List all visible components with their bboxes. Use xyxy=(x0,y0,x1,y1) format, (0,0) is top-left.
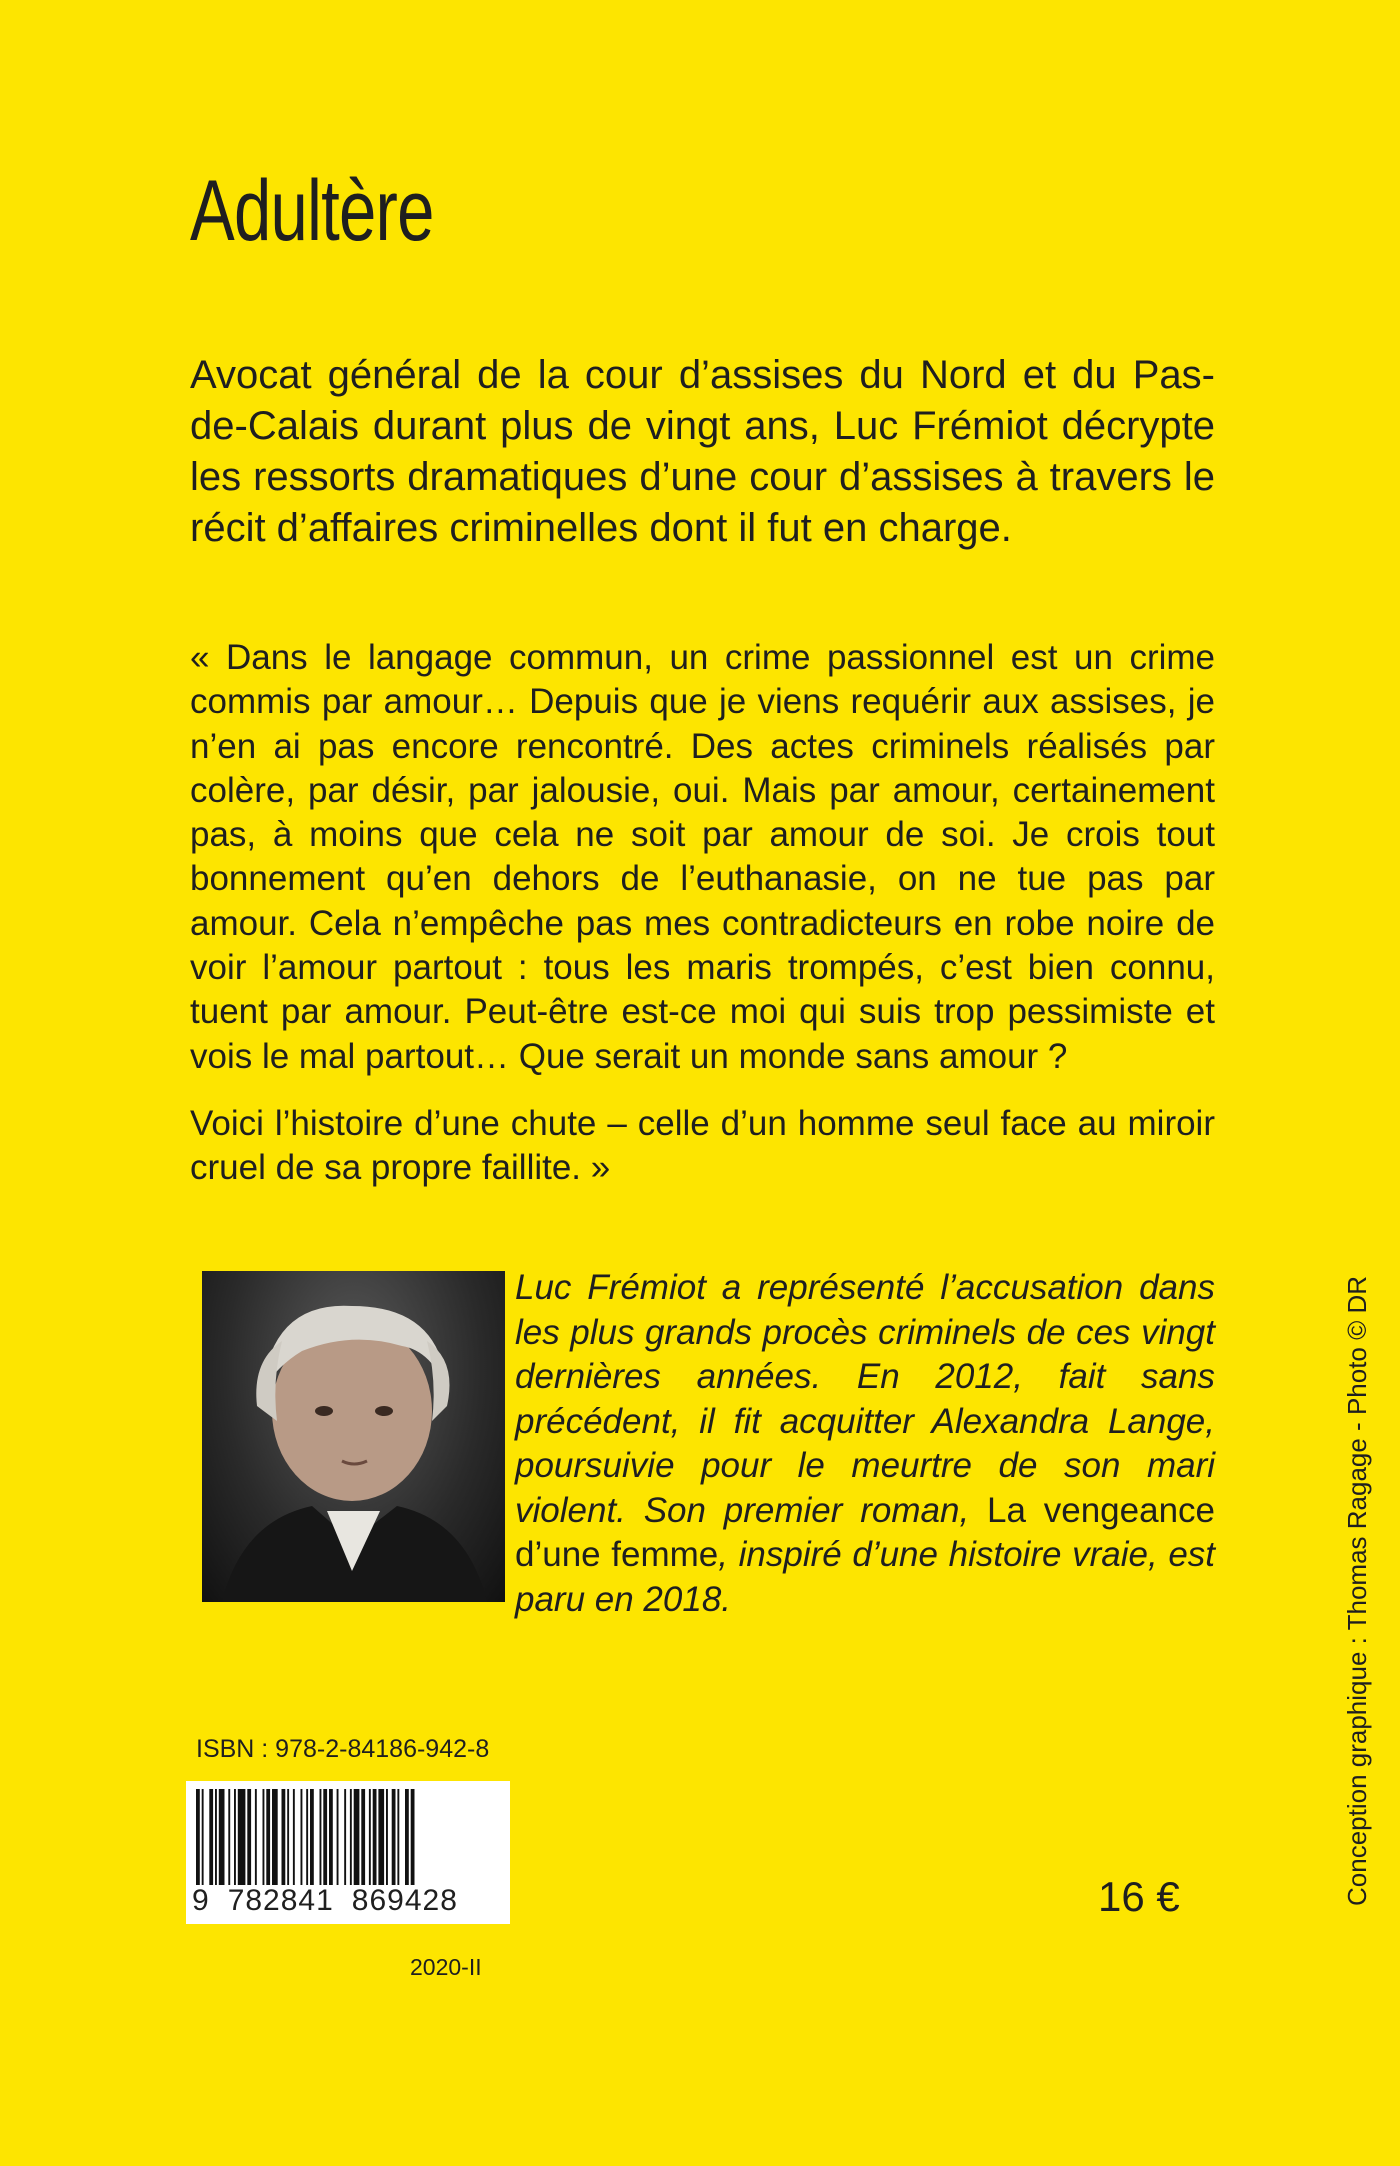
barcode-bar xyxy=(411,1789,415,1885)
barcode-bar xyxy=(196,1789,200,1885)
barcode-bar xyxy=(219,1789,225,1885)
author-photo-illustration xyxy=(202,1271,505,1602)
author-bio-part2: , inspiré d’une histoire vraie, est paru en 2018. xyxy=(515,1535,1216,1619)
barcode-bar xyxy=(405,1789,409,1885)
barcode xyxy=(186,1781,510,1924)
barcode-digit-lead: 9 xyxy=(192,1884,210,1917)
barcode-bar xyxy=(337,1789,339,1885)
barcode-digit-group2: 869428 xyxy=(351,1884,458,1917)
barcode-bar xyxy=(238,1789,246,1885)
barcode-bar xyxy=(215,1789,217,1885)
barcode-bar xyxy=(361,1789,365,1885)
author-portrait xyxy=(202,1271,505,1602)
barcode-bar xyxy=(306,1789,308,1885)
barcode-bars xyxy=(196,1789,500,1885)
barcode-bar xyxy=(392,1789,396,1885)
barcode-bar xyxy=(378,1789,384,1885)
barcode-digit-group1: 782841 xyxy=(227,1884,334,1917)
barcode-bar xyxy=(255,1789,257,1885)
author-bio-part1: Luc Frémiot a représenté l’accusation dans les plus grands procès criminels de ces vingt dernières années. En 2012, fait sans précédent, il fit acquitter Alexandra Lange, poursuivie pour le meurtre de son mari violent. Son premier roman, xyxy=(515,1268,1215,1530)
edition-code: 2020-II xyxy=(410,1954,482,1980)
barcode-digits xyxy=(192,1884,506,1918)
barcode-bar xyxy=(263,1789,265,1885)
barcode-bar xyxy=(266,1789,270,1885)
barcode-bar xyxy=(234,1789,236,1885)
barcode-bar xyxy=(209,1789,213,1885)
design-credit: Conception graphique : Thomas Ragage - Photo © DR xyxy=(1342,1275,1372,1906)
barcode-bar xyxy=(329,1789,333,1885)
novel-title: La vengeance d’une femme xyxy=(515,1490,1215,1574)
barcode-bar xyxy=(272,1789,278,1885)
closing-paragraph: Voici l’histoire d’une chute – celle d’un homme seul face au miroir cruel de sa propre faillite. » xyxy=(190,1104,1215,1188)
barcode-bar xyxy=(320,1789,322,1885)
barcode-bar xyxy=(247,1789,251,1885)
barcode-bar xyxy=(301,1789,303,1885)
isbn-label: ISBN : 978-2-84186-942-8 xyxy=(196,1735,490,1763)
barcode-bar xyxy=(310,1789,314,1885)
barcode-bar xyxy=(228,1789,230,1885)
barcode-bar xyxy=(354,1789,360,1885)
intro-paragraph: Avocat général de la cour d’assises du Nord et du Pas-de-Calais durant plus de vingt ans, Luc Frémiot décrypte les ressorts dramatiques d’une cour d’assises à travers le récit d’affaires criminelles dont il fut en charge. xyxy=(190,353,1215,550)
barcode-bar xyxy=(344,1789,346,1885)
barcode-bar xyxy=(373,1789,377,1885)
barcode-bar xyxy=(293,1789,295,1885)
author-bio xyxy=(515,1266,1215,1622)
book-title: Adultère xyxy=(190,163,434,259)
barcode-bar xyxy=(397,1789,399,1885)
quote-paragraph: « Dans le langage commun, un crime passionnel est un crime commis par amour… Depuis que je viens requérir aux assises, je n’en ai pas encore rencontré. Des actes criminels réalisés par colère, par désir, par jalousie, oui. Mais par amour, certainement pas, à moins que cela ne soit par amour de soi. Je crois tout bonnement qu’en dehors de l’euthanasie, on ne tue pas par amour. Cela n’empêche pas mes contradicteurs en robe noire de voir l’amour partout : tous les maris trompés, c’est bien connu, tuent par amour. Peut-être est-ce moi qui suis trop pessimiste et vois le mal partout… Que serait un monde sans amour ? xyxy=(190,638,1215,1076)
barcode-bar xyxy=(386,1789,388,1885)
barcode-bar xyxy=(323,1789,327,1885)
barcode-bar xyxy=(350,1789,352,1885)
barcode-bar xyxy=(282,1789,286,1885)
price: 16 € xyxy=(1098,1873,1180,1920)
barcode-bar xyxy=(287,1789,289,1885)
barcode-bar xyxy=(202,1789,204,1885)
barcode-bar xyxy=(369,1789,371,1885)
